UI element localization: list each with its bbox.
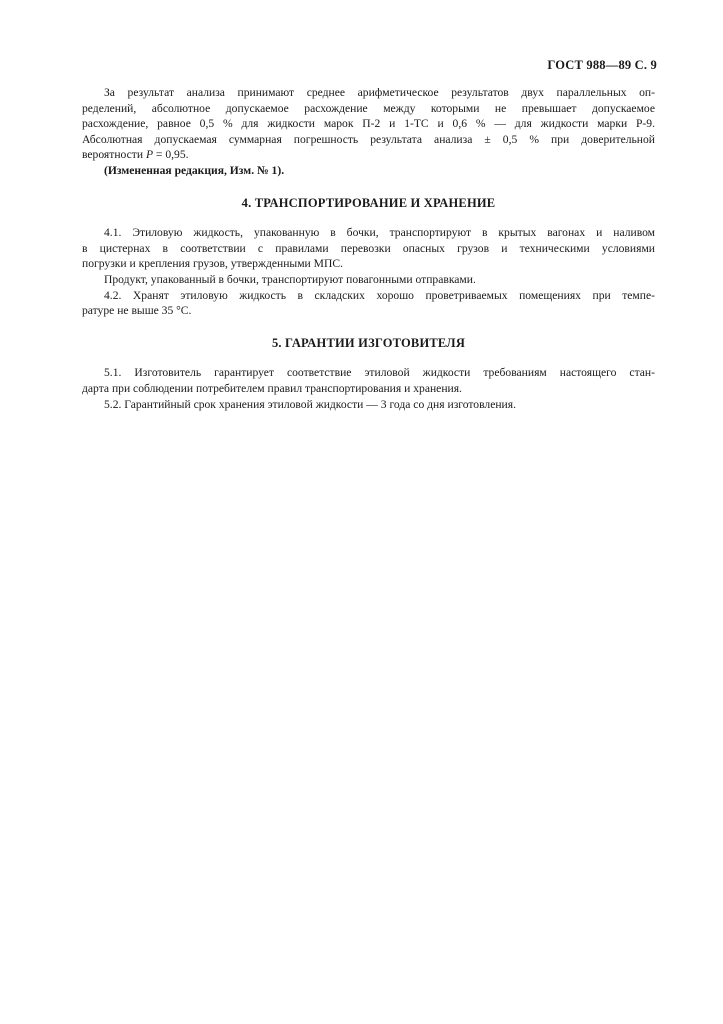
paragraph-line: 5.1. Изготовитель гарантирует соответствие этиловой жидкости требованиям настоящего стан- [104, 366, 655, 380]
paragraph-line: ратуре не выше 35 °С. [82, 304, 192, 318]
section-5-title: 5. ГАРАНТИИ ИЗГОТОВИТЕЛЯ [271, 335, 466, 350]
paragraph-line: Абсолютная допускаемая суммарная погрешность результата анализа ± 0,5 % при доверительной [82, 132, 655, 146]
paragraph-line: расхождение, равное 0,5 % для жидкости марок П-2 и 1-ТС и 0,6 % — для жидкости марки Р-9. [82, 117, 655, 131]
paragraph-line: дарта при соблюдении потребителем правил транспортирования и хранения. [82, 381, 462, 395]
paragraph-line: За результат анализа принимают среднее арифметическое результатов двух параллельных оп- [104, 86, 655, 99]
section-4-title: 4. ТРАНСПОРТИРОВАНИЕ И ХРАНЕНИЕ [241, 195, 496, 210]
paragraph-line: 4.2. Хранят этиловую жидкость в складских хорошо проветриваемых помещениях при темпе- [104, 288, 655, 302]
paragraph-line: в цистернах в соответствии с правилами перевозки опасных грузов и техническими условиями [82, 241, 655, 255]
paragraph-4-1-b: Продукт, упакованный в бочки, транспортируют повагонными отправками. [104, 272, 476, 286]
paragraph-line: погрузки и крепления грузов, утвержденными МПС. [82, 257, 343, 271]
paragraph-5-1 [82, 365, 655, 396]
paragraph-4-1 [82, 225, 655, 272]
paragraph-line: 4.1. Этиловую жидкость, упакованную в бочки, транспортируют в крытых вагонах и наливом [104, 226, 655, 240]
paragraph-5-2: 5.2. Гарантийный срок хранения этиловой жидкости — 3 года со дня изготовления. [104, 397, 516, 411]
document-body [82, 85, 655, 412]
probability-prefix: вероятности [82, 148, 146, 162]
probability-value: = 0,95. [153, 148, 189, 162]
probability-variable: P [145, 148, 154, 162]
paragraph-4-2 [82, 288, 655, 319]
paragraph-line-last [82, 147, 655, 163]
running-head: ГОСТ 988—89 С. 9 [547, 58, 657, 72]
amendment-note: (Измененная редакция, Изм. № 1). [104, 163, 285, 177]
paragraph-line: ределений, абсолютное допускаемое расхождение между которыми не превышает допускаемое [82, 101, 655, 115]
analysis-result-paragraph [82, 85, 655, 163]
